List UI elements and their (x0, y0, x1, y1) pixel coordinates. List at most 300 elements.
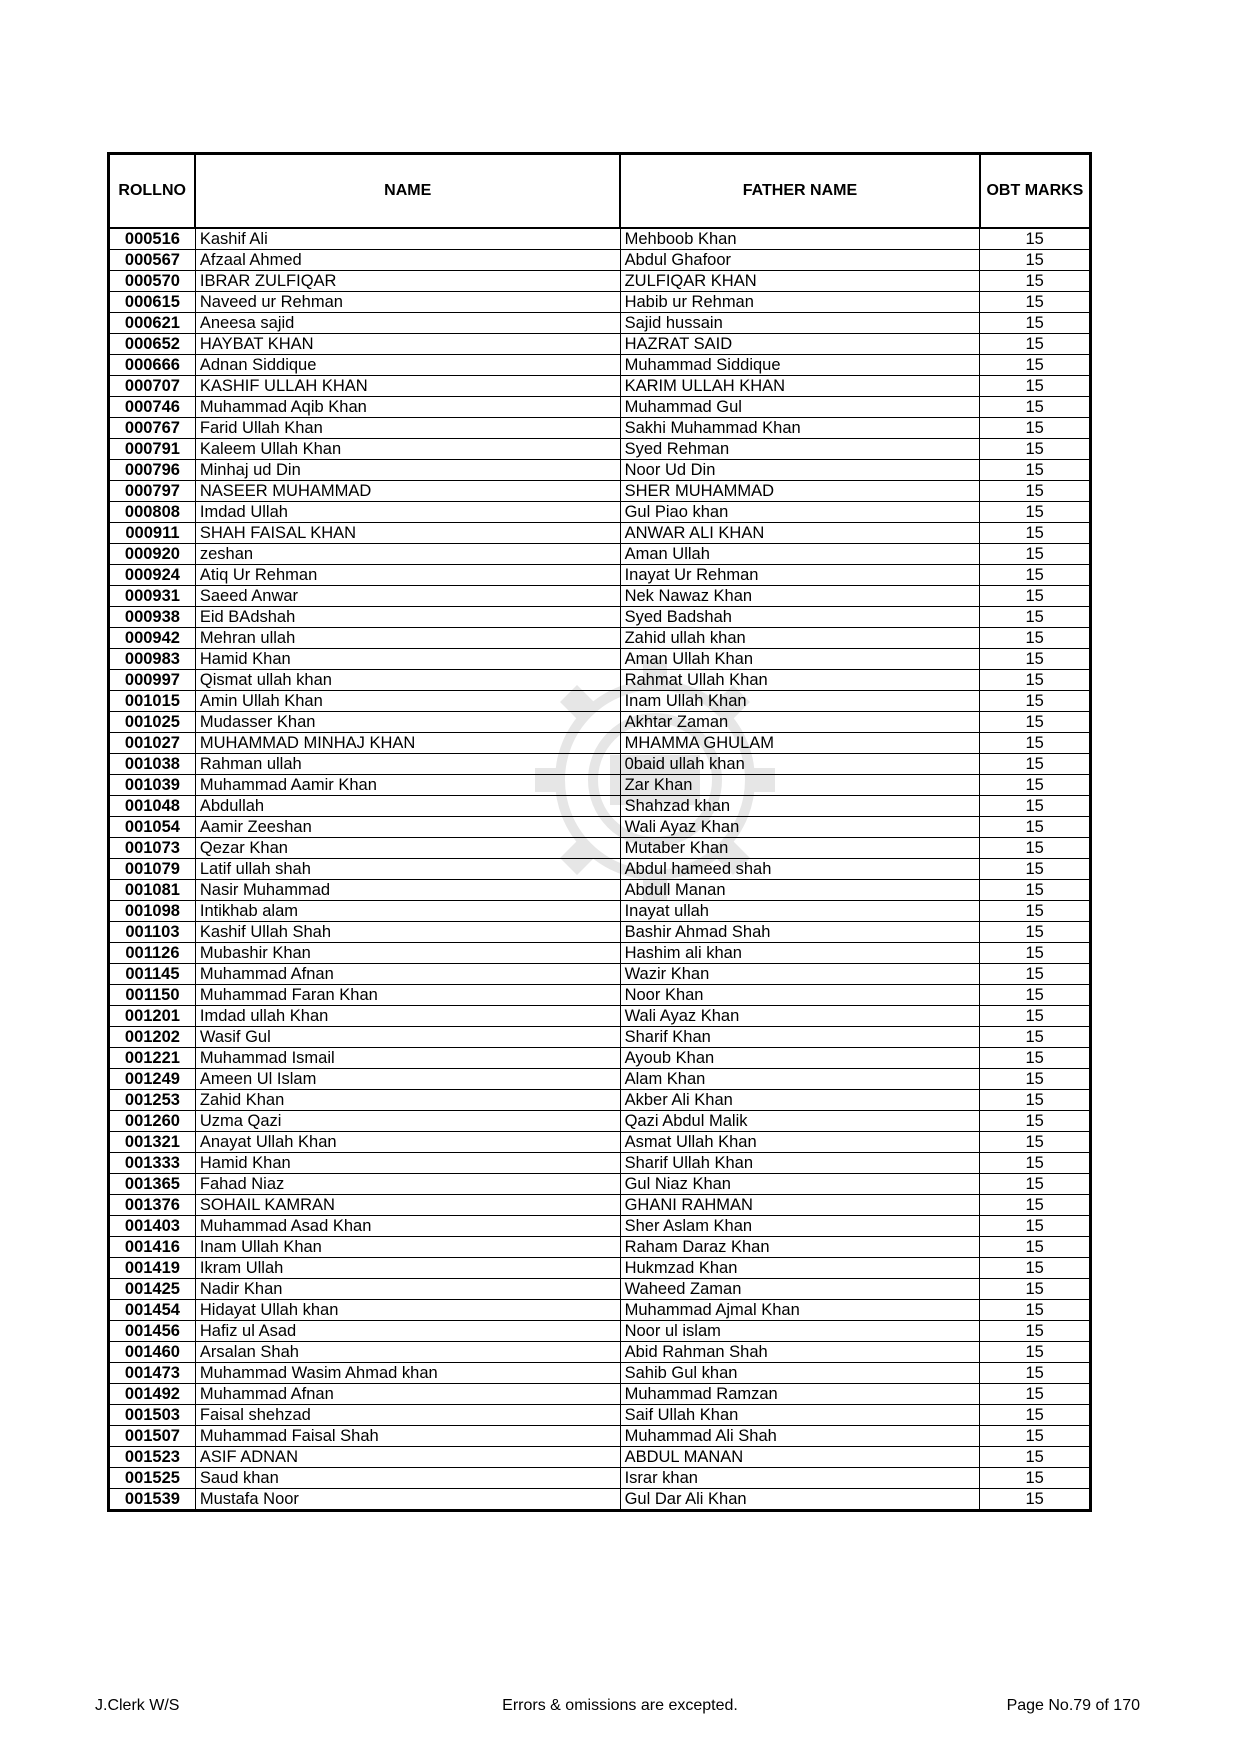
obt-marks-cell: 15 (980, 271, 1091, 292)
name-cell: Imdad ullah Khan (195, 1006, 620, 1027)
obt-marks-cell: 15 (980, 1426, 1091, 1447)
table-row (109, 250, 1091, 271)
obt-marks-cell: 15 (980, 1447, 1091, 1468)
name-cell: Muhammad Afnan (195, 1384, 620, 1405)
name-cell: Eid BAdshah (195, 607, 620, 628)
name-cell: Nasir Muhammad (195, 880, 620, 901)
table-row (109, 1426, 1091, 1447)
name-cell: Mubashir Khan (195, 943, 620, 964)
table-row (109, 1363, 1091, 1384)
obt-marks-cell: 15 (980, 586, 1091, 607)
table-row (109, 1258, 1091, 1279)
footer-page-number: Page No.79 of 170 (1006, 1697, 1140, 1714)
table-row (109, 838, 1091, 859)
father-name-cell: Muhammad Ramzan (620, 1384, 980, 1405)
name-cell: MUHAMMAD MINHAJ KHAN (195, 733, 620, 754)
name-cell: Naveed ur Rehman (195, 292, 620, 313)
obt-marks-cell: 15 (980, 1363, 1091, 1384)
father-name-cell: Gul Dar Ali Khan (620, 1489, 980, 1511)
table-row (109, 418, 1091, 439)
rollno-cell: 000911 (109, 523, 196, 544)
obt-marks-cell: 15 (980, 439, 1091, 460)
rollno-cell: 000938 (109, 607, 196, 628)
table-row (109, 565, 1091, 586)
obt-marks-cell: 15 (980, 397, 1091, 418)
name-cell: Intikhab alam (195, 901, 620, 922)
name-cell: Abdullah (195, 796, 620, 817)
father-name-cell: Saif Ullah Khan (620, 1405, 980, 1426)
table-row (109, 523, 1091, 544)
table-row (109, 985, 1091, 1006)
table-row (109, 775, 1091, 796)
name-cell: SOHAIL KAMRAN (195, 1195, 620, 1216)
footer-disclaimer: Errors & omissions are excepted. (502, 1697, 738, 1714)
father-name-cell: Syed Badshah (620, 607, 980, 628)
name-cell: Qismat ullah khan (195, 670, 620, 691)
name-cell: Mustafa Noor (195, 1489, 620, 1511)
rollno-cell: 000931 (109, 586, 196, 607)
table-header-row (109, 154, 1091, 229)
table-row (109, 670, 1091, 691)
table-row (109, 1279, 1091, 1300)
obt-marks-cell: 15 (980, 1132, 1091, 1153)
rollno-cell: 001126 (109, 943, 196, 964)
name-cell: Hamid Khan (195, 649, 620, 670)
obt-marks-cell: 15 (980, 1195, 1091, 1216)
rollno-cell: 001202 (109, 1027, 196, 1048)
father-name-cell: Syed Rehman (620, 439, 980, 460)
obt-marks-cell: 15 (980, 1279, 1091, 1300)
table-row (109, 1447, 1091, 1468)
name-cell: Muhammad Aamir Khan (195, 775, 620, 796)
father-name-cell: Gul Piao khan (620, 502, 980, 523)
table-row (109, 1489, 1091, 1511)
father-name-cell: Habib ur Rehman (620, 292, 980, 313)
father-name-cell: Abdul hameed shah (620, 859, 980, 880)
father-name-cell: Inayat Ur Rehman (620, 565, 980, 586)
obt-marks-cell: 15 (980, 754, 1091, 775)
father-name-cell: Muhammad Gul (620, 397, 980, 418)
name-cell: Rahman ullah (195, 754, 620, 775)
name-cell: Muhammad Faisal Shah (195, 1426, 620, 1447)
name-cell: IBRAR ZULFIQAR (195, 271, 620, 292)
obt-marks-cell: 15 (980, 712, 1091, 733)
obt-marks-cell: 15 (980, 775, 1091, 796)
obt-marks-cell: 15 (980, 649, 1091, 670)
obt-marks-cell: 15 (980, 1468, 1091, 1489)
name-cell: Hamid Khan (195, 1153, 620, 1174)
obt-marks-cell: 15 (980, 607, 1091, 628)
table-row (109, 439, 1091, 460)
rollno-cell: 000621 (109, 313, 196, 334)
table-body (109, 228, 1091, 1511)
father-name-cell: Sharif Khan (620, 1027, 980, 1048)
rollno-cell: 001333 (109, 1153, 196, 1174)
table-row (109, 943, 1091, 964)
rollno-cell: 001038 (109, 754, 196, 775)
table-row (109, 376, 1091, 397)
rollno-cell: 001048 (109, 796, 196, 817)
header-father-name: FATHER NAME (620, 154, 980, 229)
father-name-cell: Gul Niaz Khan (620, 1174, 980, 1195)
obt-marks-cell: 15 (980, 922, 1091, 943)
rollno-cell: 000983 (109, 649, 196, 670)
rollno-cell: 001456 (109, 1321, 196, 1342)
table-row (109, 1237, 1091, 1258)
table-row (109, 796, 1091, 817)
table-row (109, 1174, 1091, 1195)
obt-marks-cell: 15 (980, 880, 1091, 901)
father-name-cell: Sahib Gul khan (620, 1363, 980, 1384)
table-row (109, 733, 1091, 754)
obt-marks-cell: 15 (980, 691, 1091, 712)
obt-marks-cell: 15 (980, 733, 1091, 754)
table-row (109, 754, 1091, 775)
footer-clerk: J.Clerk W/S (95, 1697, 180, 1714)
rollno-cell: 001376 (109, 1195, 196, 1216)
obt-marks-cell: 15 (980, 376, 1091, 397)
name-cell: Muhammad Faran Khan (195, 985, 620, 1006)
father-name-cell: Muhammad Ali Shah (620, 1426, 980, 1447)
name-cell: Farid Ullah Khan (195, 418, 620, 439)
name-cell: Inam Ullah Khan (195, 1237, 620, 1258)
father-name-cell: Muhammad Siddique (620, 355, 980, 376)
table-row (109, 691, 1091, 712)
table-row (109, 1006, 1091, 1027)
father-name-cell: KARIM ULLAH KHAN (620, 376, 980, 397)
name-cell: Faisal shehzad (195, 1405, 620, 1426)
name-cell: Atiq Ur Rehman (195, 565, 620, 586)
father-name-cell: Inam Ullah Khan (620, 691, 980, 712)
obt-marks-cell: 15 (980, 817, 1091, 838)
rollno-cell: 001025 (109, 712, 196, 733)
rollno-cell: 001015 (109, 691, 196, 712)
father-name-cell: Noor ul islam (620, 1321, 980, 1342)
obt-marks-cell: 15 (980, 1216, 1091, 1237)
name-cell: Nadir Khan (195, 1279, 620, 1300)
table-row (109, 1405, 1091, 1426)
name-cell: SHAH FAISAL KHAN (195, 523, 620, 544)
father-name-cell: Noor Khan (620, 985, 980, 1006)
rollno-cell: 000707 (109, 376, 196, 397)
father-name-cell: MHAMMA GHULAM (620, 733, 980, 754)
obt-marks-cell: 15 (980, 838, 1091, 859)
table-row (109, 586, 1091, 607)
name-cell: Hafiz ul Asad (195, 1321, 620, 1342)
father-name-cell: Akhtar Zaman (620, 712, 980, 733)
table-row (109, 313, 1091, 334)
rollno-cell: 000808 (109, 502, 196, 523)
table-row (109, 922, 1091, 943)
obt-marks-cell: 15 (980, 1174, 1091, 1195)
name-cell: Imdad Ullah (195, 502, 620, 523)
table-row (109, 1069, 1091, 1090)
father-name-cell: Sher Aslam Khan (620, 1216, 980, 1237)
name-cell: Mehran ullah (195, 628, 620, 649)
obt-marks-cell: 15 (980, 1090, 1091, 1111)
obt-marks-cell: 15 (980, 1153, 1091, 1174)
rollno-cell: 000652 (109, 334, 196, 355)
table-row (109, 1048, 1091, 1069)
father-name-cell: Qazi Abdul Malik (620, 1111, 980, 1132)
rollno-cell: 000567 (109, 250, 196, 271)
result-table (107, 152, 1092, 1512)
name-cell: Muhammad Ismail (195, 1048, 620, 1069)
name-cell: Aneesa sajid (195, 313, 620, 334)
rollno-cell: 001039 (109, 775, 196, 796)
name-cell: Hidayat Ullah khan (195, 1300, 620, 1321)
name-cell: ASIF ADNAN (195, 1447, 620, 1468)
obt-marks-cell: 15 (980, 418, 1091, 439)
rollno-cell: 001027 (109, 733, 196, 754)
obt-marks-cell: 15 (980, 670, 1091, 691)
rollno-cell: 000516 (109, 228, 196, 250)
name-cell: Minhaj ud Din (195, 460, 620, 481)
obt-marks-cell: 15 (980, 1006, 1091, 1027)
name-cell: KASHIF ULLAH KHAN (195, 376, 620, 397)
obt-marks-cell: 15 (980, 460, 1091, 481)
rollno-cell: 001503 (109, 1405, 196, 1426)
obt-marks-cell: 15 (980, 943, 1091, 964)
obt-marks-cell: 15 (980, 1384, 1091, 1405)
rollno-cell: 001253 (109, 1090, 196, 1111)
obt-marks-cell: 15 (980, 1321, 1091, 1342)
father-name-cell: Hashim ali khan (620, 943, 980, 964)
rollno-cell: 000796 (109, 460, 196, 481)
table-row (109, 1468, 1091, 1489)
table-row (109, 1321, 1091, 1342)
obt-marks-cell: 15 (980, 985, 1091, 1006)
father-name-cell: ABDUL MANAN (620, 1447, 980, 1468)
obt-marks-cell: 15 (980, 502, 1091, 523)
table-row (109, 1111, 1091, 1132)
rollno-cell: 001492 (109, 1384, 196, 1405)
rollno-cell: 001145 (109, 964, 196, 985)
name-cell: Muhammad Afnan (195, 964, 620, 985)
table-row (109, 1153, 1091, 1174)
father-name-cell: Noor Ud Din (620, 460, 980, 481)
obt-marks-cell: 15 (980, 523, 1091, 544)
rollno-cell: 000746 (109, 397, 196, 418)
father-name-cell: Abdul Ghafoor (620, 250, 980, 271)
obt-marks-cell: 15 (980, 859, 1091, 880)
father-name-cell: Zar Khan (620, 775, 980, 796)
name-cell: Uzma Qazi (195, 1111, 620, 1132)
obt-marks-cell: 15 (980, 544, 1091, 565)
table-row (109, 397, 1091, 418)
rollno-cell: 000997 (109, 670, 196, 691)
obt-marks-cell: 15 (980, 1237, 1091, 1258)
name-cell: Muhammad Wasim Ahmad khan (195, 1363, 620, 1384)
obt-marks-cell: 15 (980, 334, 1091, 355)
table-row (109, 964, 1091, 985)
rollno-cell: 001525 (109, 1468, 196, 1489)
table-row (109, 1384, 1091, 1405)
table-row (109, 859, 1091, 880)
father-name-cell: Sharif Ullah Khan (620, 1153, 980, 1174)
rollno-cell: 001079 (109, 859, 196, 880)
father-name-cell: Asmat Ullah Khan (620, 1132, 980, 1153)
table-row (109, 901, 1091, 922)
rollno-cell: 001150 (109, 985, 196, 1006)
father-name-cell: Aman Ullah Khan (620, 649, 980, 670)
rollno-cell: 001425 (109, 1279, 196, 1300)
rollno-cell: 001054 (109, 817, 196, 838)
father-name-cell: Alam Khan (620, 1069, 980, 1090)
name-cell: Kashif Ullah Shah (195, 922, 620, 943)
father-name-cell: Ayoub Khan (620, 1048, 980, 1069)
father-name-cell: Wazir Khan (620, 964, 980, 985)
father-name-cell: ANWAR ALI KHAN (620, 523, 980, 544)
table-row (109, 880, 1091, 901)
father-name-cell: Inayat ullah (620, 901, 980, 922)
father-name-cell: Abdull Manan (620, 880, 980, 901)
table-row (109, 817, 1091, 838)
name-cell: Ameen Ul Islam (195, 1069, 620, 1090)
name-cell: Qezar Khan (195, 838, 620, 859)
obt-marks-cell: 15 (980, 964, 1091, 985)
rollno-cell: 001073 (109, 838, 196, 859)
father-name-cell: Shahzad khan (620, 796, 980, 817)
name-cell: Adnan Siddique (195, 355, 620, 376)
table-row (109, 502, 1091, 523)
header-rollno: ROLLNO (109, 154, 196, 229)
father-name-cell: Abid Rahman Shah (620, 1342, 980, 1363)
name-cell: Fahad Niaz (195, 1174, 620, 1195)
rollno-cell: 000924 (109, 565, 196, 586)
name-cell: NASEER MUHAMMAD (195, 481, 620, 502)
obt-marks-cell: 15 (980, 1342, 1091, 1363)
rollno-cell: 001460 (109, 1342, 196, 1363)
obt-marks-cell: 15 (980, 292, 1091, 313)
table-row (109, 1090, 1091, 1111)
table-row (109, 544, 1091, 565)
name-cell: Mudasser Khan (195, 712, 620, 733)
name-cell: HAYBAT KHAN (195, 334, 620, 355)
table-row (109, 228, 1091, 250)
father-name-cell: Raham Daraz Khan (620, 1237, 980, 1258)
father-name-cell: Sakhi Muhammad Khan (620, 418, 980, 439)
name-cell: Saeed Anwar (195, 586, 620, 607)
name-cell: Ikram Ullah (195, 1258, 620, 1279)
rollno-cell: 001103 (109, 922, 196, 943)
rollno-cell: 001201 (109, 1006, 196, 1027)
obt-marks-cell: 15 (980, 228, 1091, 250)
obt-marks-cell: 15 (980, 355, 1091, 376)
rollno-cell: 001321 (109, 1132, 196, 1153)
table-row (109, 1027, 1091, 1048)
rollno-cell: 001454 (109, 1300, 196, 1321)
table-row (109, 334, 1091, 355)
rollno-cell: 000570 (109, 271, 196, 292)
father-name-cell: Mehboob Khan (620, 228, 980, 250)
table-row (109, 1342, 1091, 1363)
table-row (109, 712, 1091, 733)
father-name-cell: Wali Ayaz Khan (620, 1006, 980, 1027)
name-cell: zeshan (195, 544, 620, 565)
rollno-cell: 001403 (109, 1216, 196, 1237)
rollno-cell: 001539 (109, 1489, 196, 1511)
obt-marks-cell: 15 (980, 1300, 1091, 1321)
table-row (109, 460, 1091, 481)
rollno-cell: 000920 (109, 544, 196, 565)
father-name-cell: Zahid ullah khan (620, 628, 980, 649)
name-cell: Amin Ullah Khan (195, 691, 620, 712)
name-cell: Arsalan Shah (195, 1342, 620, 1363)
father-name-cell: HAZRAT SAID (620, 334, 980, 355)
table-row (109, 292, 1091, 313)
obt-marks-cell: 15 (980, 1489, 1091, 1511)
table-row (109, 1195, 1091, 1216)
name-cell: Anayat Ullah Khan (195, 1132, 620, 1153)
obt-marks-cell: 15 (980, 481, 1091, 502)
name-cell: Wasif Gul (195, 1027, 620, 1048)
obt-marks-cell: 15 (980, 1111, 1091, 1132)
name-cell: Afzaal Ahmed (195, 250, 620, 271)
name-cell: Latif ullah shah (195, 859, 620, 880)
rollno-cell: 001507 (109, 1426, 196, 1447)
father-name-cell: Sajid hussain (620, 313, 980, 334)
rollno-cell: 001260 (109, 1111, 196, 1132)
rollno-cell: 001523 (109, 1447, 196, 1468)
father-name-cell: GHANI RAHMAN (620, 1195, 980, 1216)
rollno-cell: 001249 (109, 1069, 196, 1090)
table-row (109, 1300, 1091, 1321)
father-name-cell: ZULFIQAR KHAN (620, 271, 980, 292)
father-name-cell: Israr khan (620, 1468, 980, 1489)
father-name-cell: Akber Ali Khan (620, 1090, 980, 1111)
obt-marks-cell: 15 (980, 1405, 1091, 1426)
table-row (109, 628, 1091, 649)
rollno-cell: 001365 (109, 1174, 196, 1195)
table-row (109, 355, 1091, 376)
obt-marks-cell: 15 (980, 1069, 1091, 1090)
father-name-cell: Mutaber Khan (620, 838, 980, 859)
obt-marks-cell: 15 (980, 1048, 1091, 1069)
rollno-cell: 001473 (109, 1363, 196, 1384)
name-cell: Aamir Zeeshan (195, 817, 620, 838)
name-cell: Zahid Khan (195, 1090, 620, 1111)
father-name-cell: Waheed Zaman (620, 1279, 980, 1300)
rollno-cell: 001416 (109, 1237, 196, 1258)
obt-marks-cell: 15 (980, 313, 1091, 334)
table-row (109, 1132, 1091, 1153)
obt-marks-cell: 15 (980, 628, 1091, 649)
father-name-cell: Hukmzad Khan (620, 1258, 980, 1279)
table-row (109, 607, 1091, 628)
name-cell: Kashif Ali (195, 228, 620, 250)
rollno-cell: 000767 (109, 418, 196, 439)
table-row (109, 649, 1091, 670)
father-name-cell: SHER MUHAMMAD (620, 481, 980, 502)
name-cell: Saud khan (195, 1468, 620, 1489)
table-row (109, 271, 1091, 292)
father-name-cell: Bashir Ahmad Shah (620, 922, 980, 943)
father-name-cell: Nek Nawaz Khan (620, 586, 980, 607)
rollno-cell: 001221 (109, 1048, 196, 1069)
father-name-cell: 0baid ullah khan (620, 754, 980, 775)
obt-marks-cell: 15 (980, 901, 1091, 922)
father-name-cell: Wali Ayaz Khan (620, 817, 980, 838)
name-cell: Muhammad Asad Khan (195, 1216, 620, 1237)
obt-marks-cell: 15 (980, 565, 1091, 586)
rollno-cell: 000942 (109, 628, 196, 649)
rollno-cell: 000666 (109, 355, 196, 376)
rollno-cell: 001419 (109, 1258, 196, 1279)
obt-marks-cell: 15 (980, 1258, 1091, 1279)
table-row (109, 481, 1091, 502)
father-name-cell: Rahmat Ullah Khan (620, 670, 980, 691)
